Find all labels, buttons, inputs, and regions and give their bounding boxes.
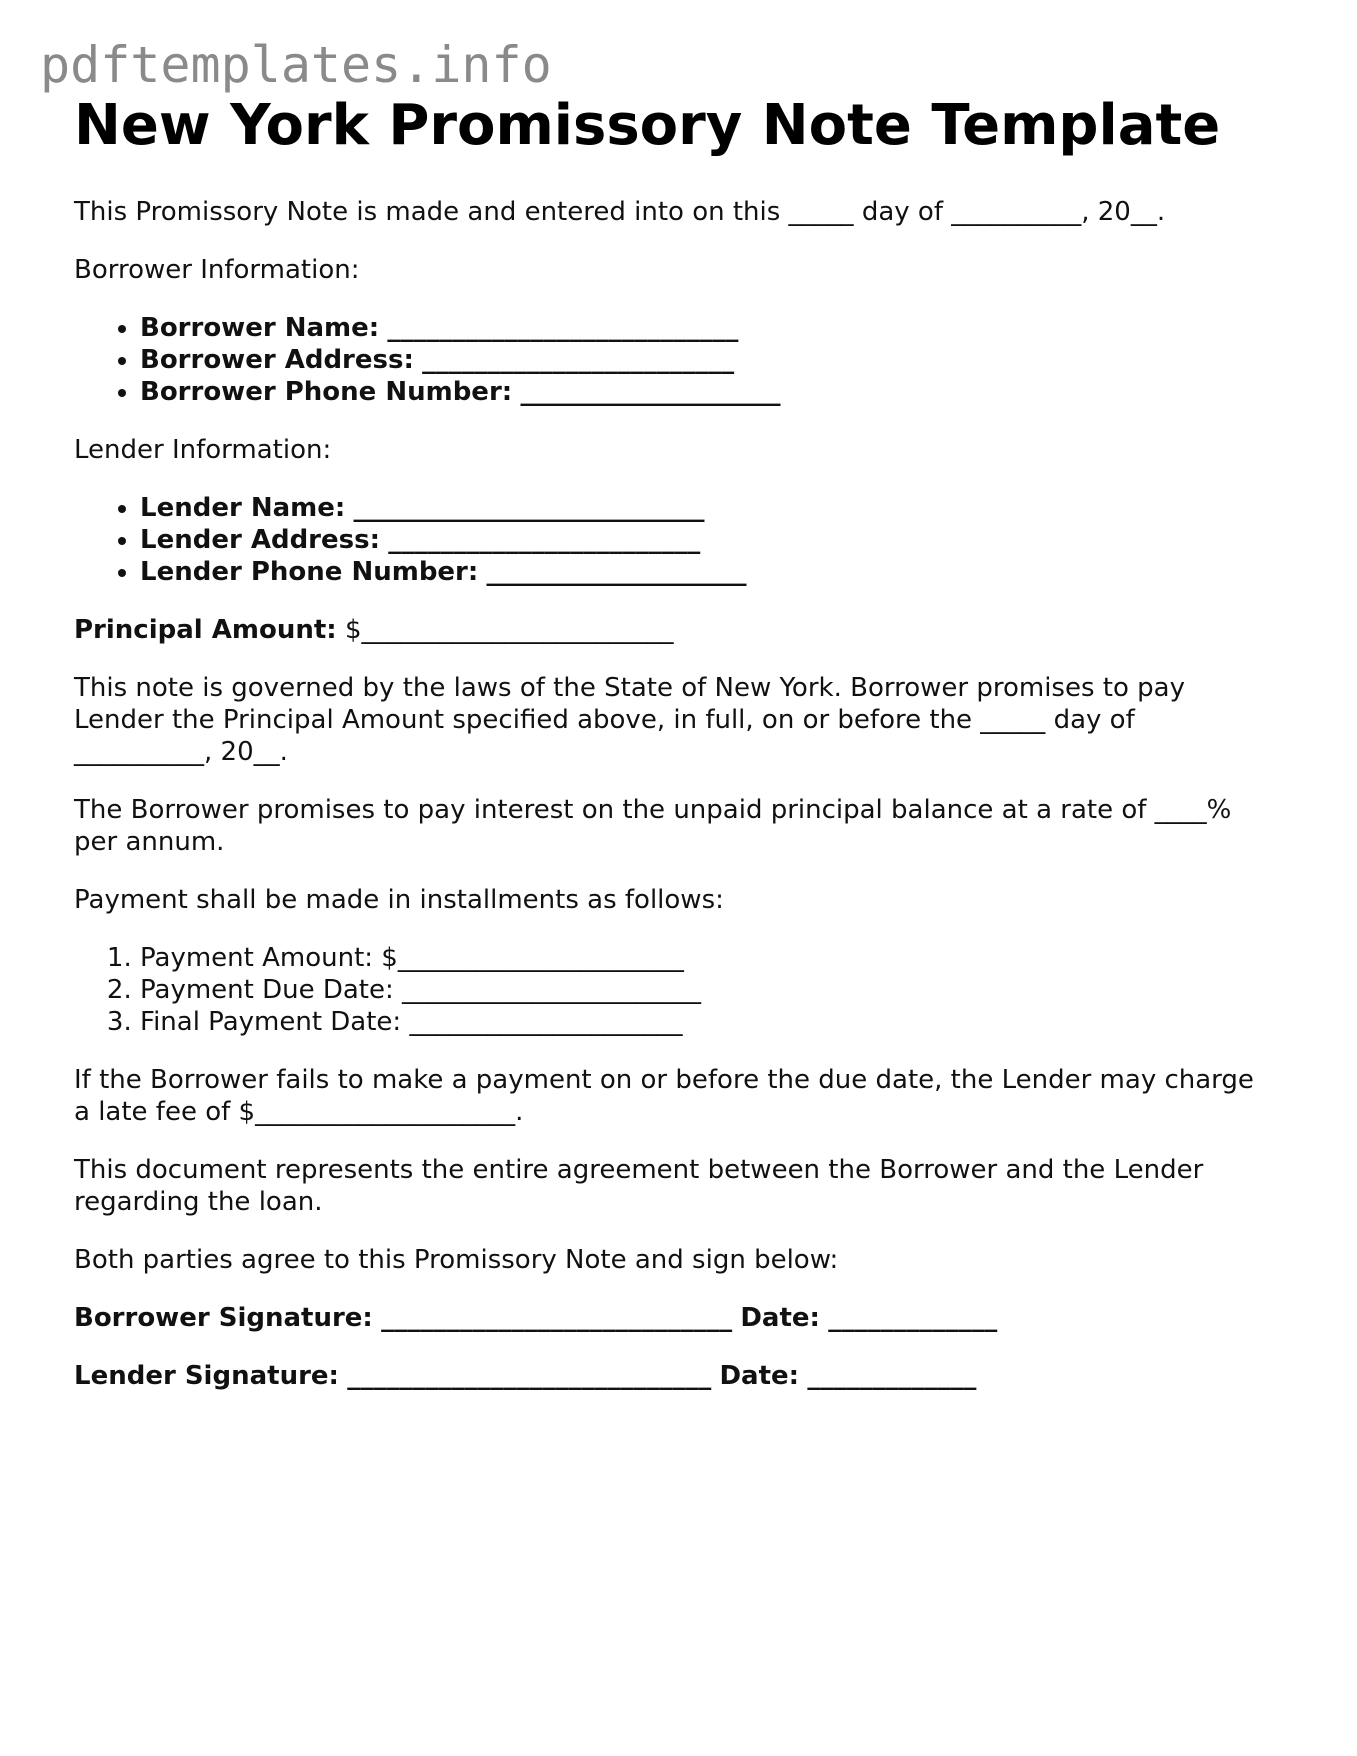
field-label: Lender Address:: [140, 525, 380, 555]
lender-signature-line: [74, 1360, 1274, 1392]
list-item: [140, 524, 1274, 556]
field-blank: ____________________: [486, 557, 747, 587]
entire-agreement-text: This document represents the entire agreement between the Borrower and the Lender regarding the loan.: [74, 1155, 1204, 1217]
field-blank: ___________________________: [387, 313, 739, 343]
watermark: pdftemplates.info: [40, 36, 552, 94]
agree-text: Both parties agree to this Promissory Note and sign below:: [74, 1245, 839, 1275]
borrower-heading: Borrower Information:: [74, 255, 360, 285]
field-blank: ____________________: [520, 377, 781, 407]
field-label: Lender Phone Number:: [140, 557, 479, 587]
principal-label: Principal Amount:: [74, 615, 337, 645]
installments-heading: Payment shall be made in installments as follows:: [74, 885, 724, 915]
document-page: [74, 90, 1274, 1418]
signature-label: Lender Signature:: [74, 1361, 339, 1391]
signature-blank: ___________________________: [381, 1303, 733, 1333]
field-label: Borrower Name:: [140, 313, 380, 343]
list-item: 2. Payment Due Date: _______________________: [140, 974, 1274, 1006]
list-item: [140, 344, 1274, 376]
page-title: New York Promissory Note Template: [74, 93, 1221, 158]
list-item: 1. Payment Amount: $______________________: [140, 942, 1274, 974]
interest-text: The Borrower promises to pay interest on the unpaid principal balance at a rate of ____% per annum.: [74, 795, 1232, 857]
field-label: Lender Name:: [140, 493, 346, 523]
list-item: 3. Final Payment Date: _____________________: [140, 1006, 1274, 1038]
date-blank: _____________: [807, 1361, 977, 1391]
list-item: [140, 492, 1274, 524]
field-blank: ___________________________: [353, 493, 705, 523]
signature-label: Borrower Signature:: [74, 1303, 373, 1333]
principal-line: [74, 614, 1274, 646]
field-blank: ________________________: [388, 525, 701, 555]
date-blank: _____________: [828, 1303, 998, 1333]
signature-blank: ____________________________: [347, 1361, 712, 1391]
governing-text: This note is governed by the laws of the State of New York. Borrower promises to pay Lender the Principal Amount specified above, in full, on or before the _____ day of __________, 20__.: [74, 673, 1185, 767]
list-item: [140, 312, 1274, 344]
borrower-signature-line: [74, 1302, 1274, 1334]
intro-text: This Promissory Note is made and entered into on this _____ day of __________, 20__.: [74, 197, 1166, 227]
installments-list: [74, 942, 1274, 1038]
field-blank: ________________________: [422, 345, 735, 375]
field-label: Borrower Phone Number:: [140, 377, 513, 407]
list-item: [140, 376, 1274, 408]
principal-blank: $________________________: [344, 615, 674, 645]
late-fee-text: If the Borrower fails to make a payment on or before the due date, the Lender may charge a late fee of $____________________.: [74, 1065, 1254, 1127]
date-label: Date:: [740, 1303, 820, 1333]
lender-list: [74, 492, 1274, 588]
date-label: Date:: [719, 1361, 800, 1391]
lender-heading: Lender Information:: [74, 435, 332, 465]
field-label: Borrower Address:: [140, 345, 414, 375]
list-item: [140, 556, 1274, 588]
borrower-list: [74, 312, 1274, 408]
